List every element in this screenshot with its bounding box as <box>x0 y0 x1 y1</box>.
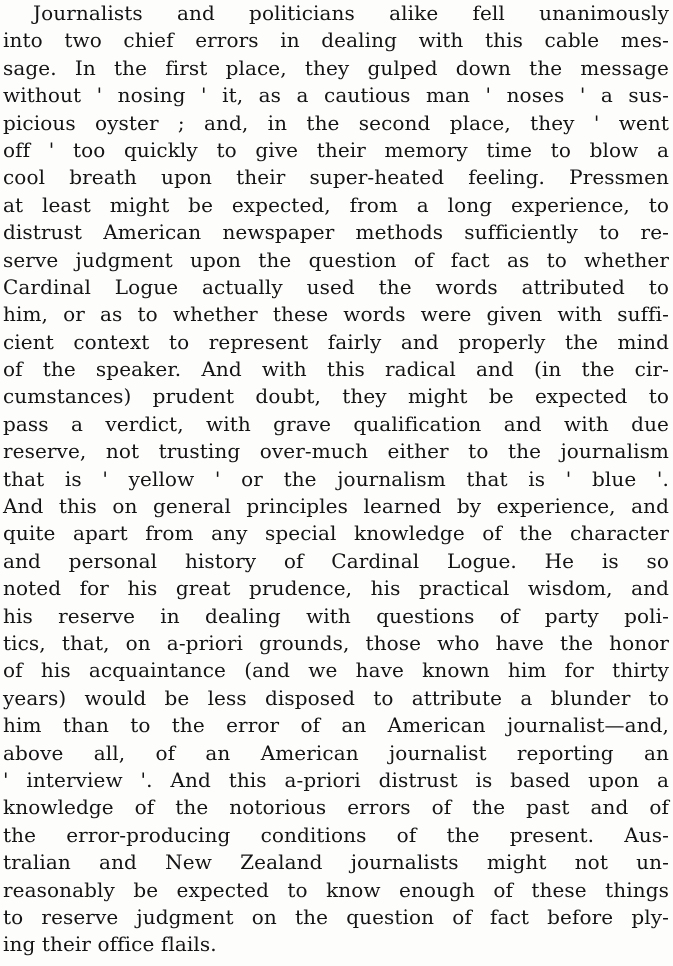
text-line: tralian and New Zealand journalists might not un- <box>3 850 669 875</box>
text-line: picious oyster ; and, in the second place, they ' went <box>3 110 669 135</box>
text-line: at least might be expected, from a long experience, to <box>3 192 669 217</box>
text-line: ing their office flails. <box>3 932 217 957</box>
text-line: of the speaker. And with this radical and (in the cir- <box>3 357 669 382</box>
text-line: cient context to represent fairly and properly the mind <box>3 329 669 354</box>
article-column <box>3 0 669 959</box>
text-line: without ' nosing ' it, as a cautious man ' noses ' a sus- <box>3 83 669 108</box>
text-line: reserve, not trusting over-much either to the journalism <box>3 439 669 464</box>
text-line: Journalists and politicians alike fell unanimously <box>33 1 669 25</box>
text-line: above all, of an American journalist reporting an <box>3 740 669 765</box>
text-line: ' interview '. And this a-priori distrust is based upon a <box>3 767 669 792</box>
text-line: Cardinal Logue actually used the words attributed to <box>3 274 669 299</box>
text-line: quite apart from any special knowledge of the character <box>3 521 669 546</box>
text-line: And this on general principles learned by experience, and <box>3 494 669 519</box>
text-line: cumstances) prudent doubt, they might be expected to <box>3 384 669 409</box>
text-line: tics, that, on a-priori grounds, those who have the honor <box>3 630 669 655</box>
text-line: cool breath upon their super-heated feeling. Pressmen <box>3 165 669 190</box>
text-line: and personal history of Cardinal Logue. He is so <box>3 548 669 573</box>
text-line: distrust American newspaper methods sufficiently to re- <box>3 220 669 245</box>
text-line: of his acquaintance (and we have known him for thirty <box>3 658 669 683</box>
text-line: his reserve in dealing with questions of party poli- <box>3 603 669 628</box>
text-line: him than to the error of an American journalist—and, <box>3 713 669 738</box>
text-line: into two chief errors in dealing with this cable mes- <box>3 28 669 53</box>
text-line: him, or as to whether these words were given with suffi- <box>3 302 669 327</box>
text-line: the error-producing conditions of the present. Aus- <box>3 822 669 847</box>
text-line: to reserve judgment on the question of fact before ply- <box>3 904 669 929</box>
text-line: reasonably be expected to know enough of these things <box>3 877 669 902</box>
text-line: years) would be less disposed to attribute a blunder to <box>3 685 669 710</box>
text-line: that is ' yellow ' or the journalism that is ' blue '. <box>3 466 669 491</box>
text-line: sage. In the first place, they gulped down the message <box>3 55 669 80</box>
text-line: pass a verdict, with grave qualification and with due <box>3 411 669 436</box>
text-line: knowledge of the notorious errors of the past and of <box>3 795 669 820</box>
text-line: noted for his great prudence, his practical wisdom, and <box>3 576 669 601</box>
text-line: serve judgment upon the question of fact as to whether <box>3 247 669 272</box>
text-line: off ' too quickly to give their memory time to blow a <box>3 137 669 162</box>
